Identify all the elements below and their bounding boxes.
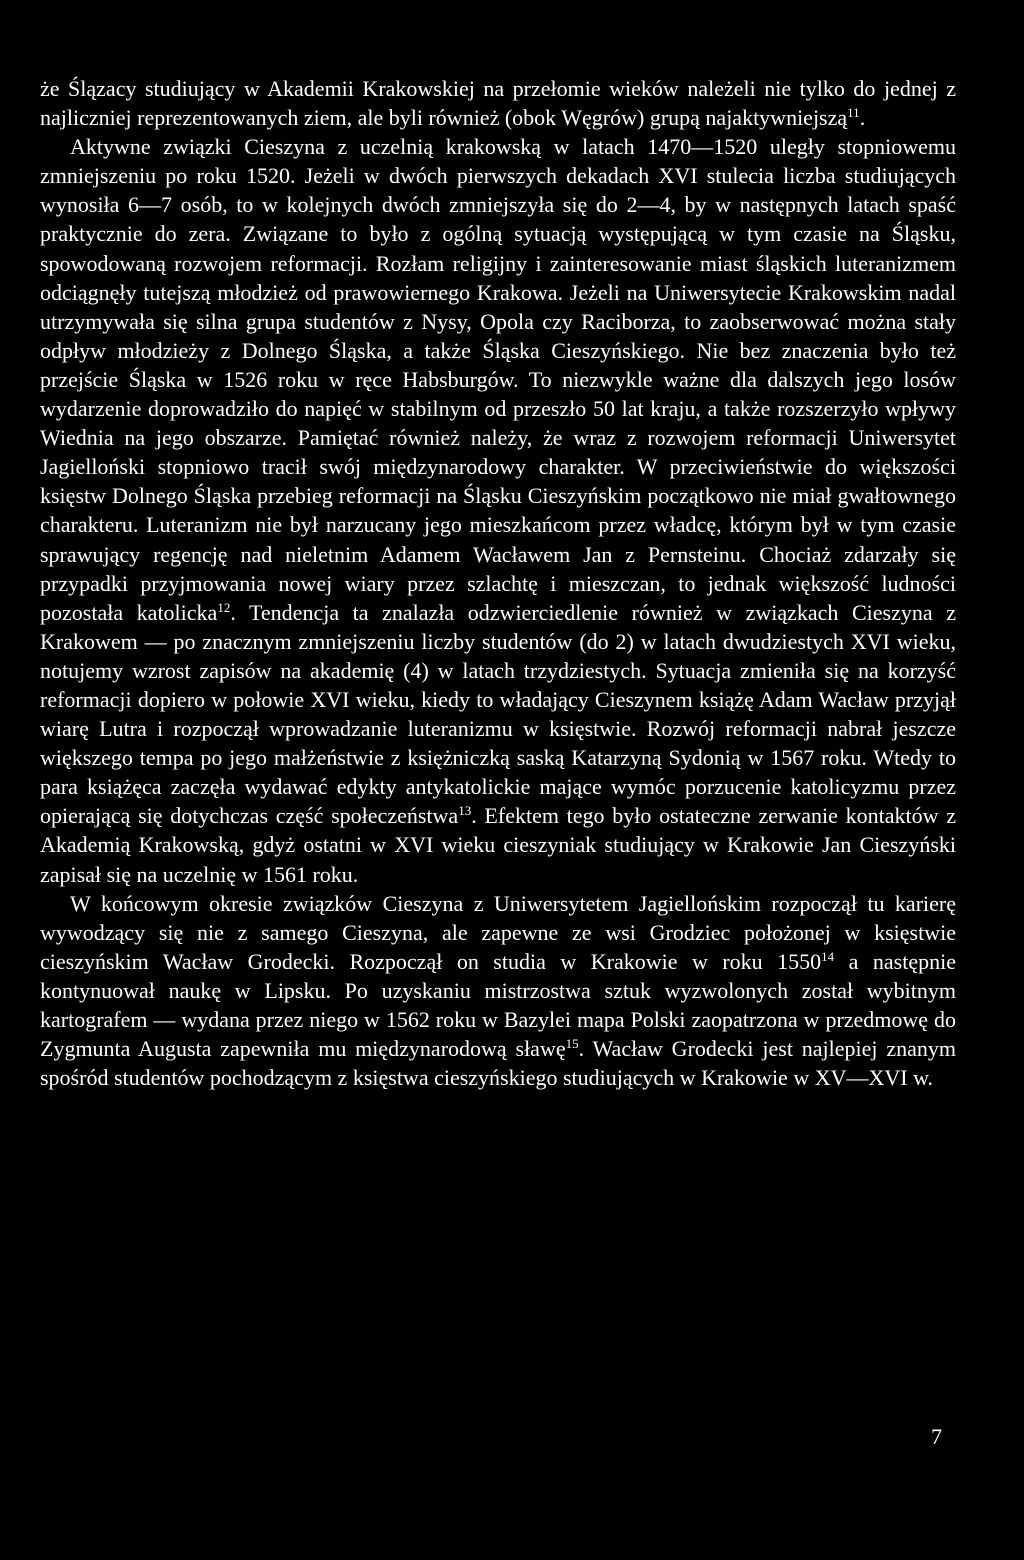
page-number: 7 [931,1424,942,1449]
paragraph-3-text-c: . Wacław Grodecki jest najlepiej znanym spośród studentów pochodzącym z księstwa cieszyńskiego studiujących w Krakowie w XV—XVI w. [40,1036,956,1091]
page-body [40,74,956,1092]
paragraph-1 [40,74,956,132]
paragraph-2-text-b: . Tendencja ta znalazła odzwierciedlenie również w związkach Cieszyna z Krakowem — po znacznym zmniejszeniu liczby studentów (do 2) w latach dwudziestych XVI wieku, notujemy wzrost zapisów na akademię (4) w latach trzydziestych. Sytuacja zmieniła się na korzyść reformacji dopiero w połowie XVI wieku, kiedy to władający Cieszynem książę Adam Wacław przyjął wiarę Lutra i rozpoczął wprowadzanie luteranizmu w księstwie. Rozwój reformacji nabrał jeszcze większego tempa po jego małżeństwie z księżniczką saską Katarzyną Sydonią w 1567 roku. Wtedy to para książęca zaczęła wydawać edykty antykatolickie mające wymóc porzucenie katolicyzmu przez opierającą się dotychczas część społeczeństwa [40,599,956,829]
footnote-ref-11: 11 [847,105,860,121]
paragraph-3-text-a: W końcowym okresie związków Cieszyna z Uniwersytetem Jagiellońskim rozpoczął tu karierę wywodzący się nie z samego Cieszyna, ale zapewne ze wsi Grodziec położonej w księstwie cieszyńskim Wacław Grodecki. Rozpoczął on studia w Krakowie w roku 1550 [40,890,956,974]
footnote-ref-14: 14 [821,948,835,964]
paragraph-2-text-c: . Efektem tego było ostateczne zerwanie kontaktów z Akademią Krakowską, gdyż ostatni w XVI wieku cieszyniak studiujący w Krakowie Jan Cieszyński zapisał się na uczelnię w 1561 roku. [40,803,956,887]
paragraph-2 [40,132,956,888]
footnote-ref-13: 13 [458,803,472,819]
footnote-ref-15: 15 [565,1036,579,1052]
paragraph-1-text: że Ślązacy studiujący w Akademii Krakowskiej na przełomie wieków należeli nie tylko do jednej z najliczniej reprezentowanych ziem, ale byli również (obok Węgrów) grupą najaktywniejszą [40,76,956,131]
paragraph-3-text-b: a następnie kontynuował naukę w Lipsku. Po uzyskaniu mistrzostwa sztuk wyzwolonych został wybitnym kartografem — wydana przez niego w 1562 roku w Bazylei mapa Polski zaopatrzona w przedmowę do Zygmunta Augusta zapewniła mu międzynarodową sławę [40,948,956,1062]
paragraph-2-text-a: Aktywne związki Cieszyna z uczelnią krakowską w latach 1470—1520 uległy stopniowemu zmniejszeniu po roku 1520. Jeżeli w dwóch pierwszych dekadach XVI stulecia liczba studiujących wynosiła 6—7 osób, to w kolejnych dwóch zmniejszyła się do 2—4, by w następnych latach spaść praktycznie do zera. Związane to było z ogólną sytuacją występującą w tym czasie na Śląsku, spowodowaną rozwojem reformacji. Rozłam religijny i zainteresowanie miast śląskich luteranizmem odciągnęły tutejszą młodzież od prawowiernego Krakowa. Jeżeli na Uniwersytecie Krakowskim nadal utrzymywała się silna grupa studentów z Nysy, Opola czy Raciborza, to zaobserwować można stały odpływ młodzieży z Dolnego Śląska, a także Śląska Cieszyńskiego. Nie bez znaczenia było też przejście Śląska w 1526 roku w ręce Habsburgów. To niezwykle ważne dla dalszych jego losów wydarzenie doprowadziło do napięć w stabilnym od przeszło 50 lat kraju, a także rozszerzyło wpływy Wiednia na jego obszarze. Pamiętać również należy, że wraz z rozwojem reformacji Uniwersytet Jagielloński stopniowo tracił swój międzynarodowy charakter. W przeciwieństwie do większości księstw Dolnego Śląska przebieg reformacji na Śląsku Cieszyńskim początkowo nie miał gwałtownego charakteru. Luteranizm nie był narzucany jego mieszkańcom przez władcę, którym był w tym czasie sprawujący regencję nad nieletnim Adamem Wacławem Jan z Pernsteinu. Chociaż zdarzały się przypadki przyjmowania nowej wiary przez szlachtę i mieszczan, to jednak większość ludności pozostała katolicka [40,134,956,625]
footnote-ref-12: 12 [217,599,231,615]
paragraph-1-end: . [859,105,866,131]
paragraph-3 [40,889,956,1093]
